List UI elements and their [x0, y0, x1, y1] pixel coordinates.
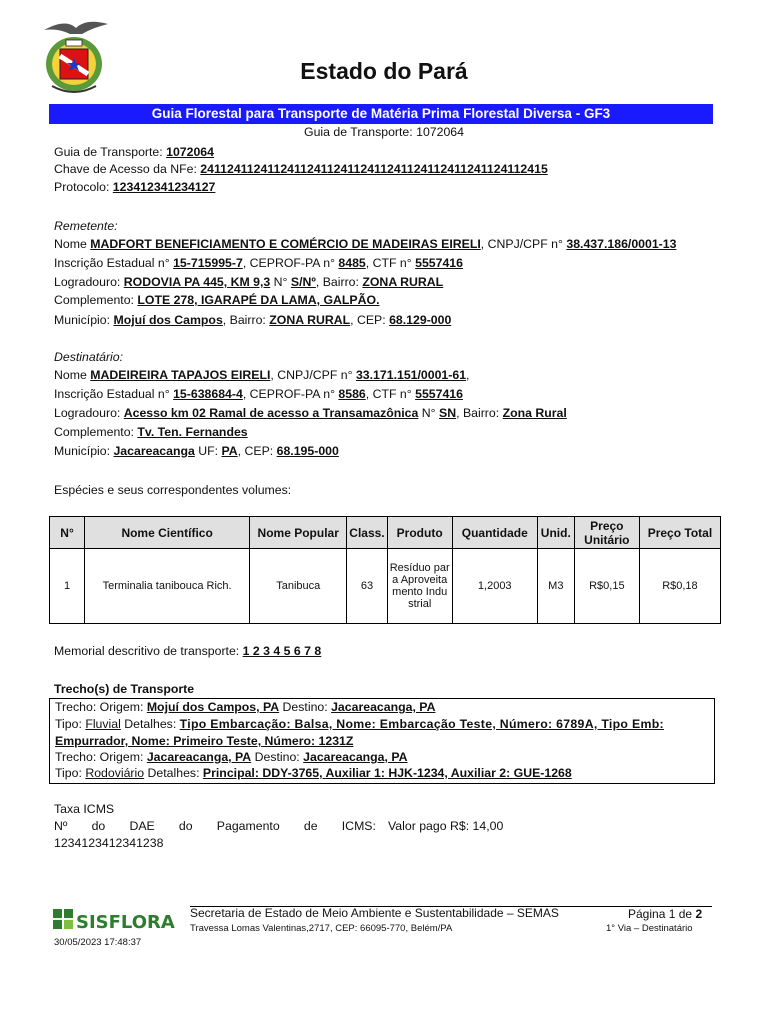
cep-label: , CEP:	[237, 444, 274, 458]
tipo-1-line	[55, 717, 664, 732]
dae-word: DAE	[129, 819, 155, 833]
remetente-municipio-line	[54, 313, 451, 328]
remetente-logradouro-line	[54, 275, 443, 290]
ceprof-label: , CEPROF-PA n°	[242, 256, 335, 270]
pagina-total: 2	[695, 907, 703, 921]
table-cell: R$0,15	[574, 549, 639, 624]
logradouro-label: Logradouro:	[54, 406, 121, 420]
municipio-label: Município:	[54, 444, 111, 458]
dae-word: de	[303, 819, 318, 833]
comma: ,	[466, 368, 470, 382]
remetente-ceprof: 8485	[338, 256, 366, 270]
protocolo-label: Protocolo:	[54, 180, 110, 194]
detalhes-continuation: Empurrador, Nome: Primeiro Teste, Número: 1231Z	[55, 734, 354, 748]
guia-line	[54, 145, 214, 160]
cnpj-label: , CNPJ/CPF n°	[270, 368, 353, 382]
trecho-destino: Jacareacanga, PA	[331, 700, 436, 714]
footer-endereco: Travessa Lomas Valentinas,2717, CEP: 66095-770, Belém/PA	[190, 923, 453, 934]
destinatario-ie-line	[54, 387, 463, 402]
ie-label: Inscrição Estadual n°	[54, 256, 170, 270]
logradouro-label: Logradouro:	[54, 275, 121, 289]
tipo-label: Tipo:	[55, 717, 82, 731]
trecho-origem: Mojuí dos Campos, PA	[146, 700, 280, 714]
numero-label: N°	[273, 275, 288, 289]
remetente-municipio: Mojuí dos Campos	[113, 313, 223, 327]
destinatario-ie: 15-638684-4	[173, 387, 243, 401]
table-header-row	[50, 517, 721, 549]
destinatario-numero: SN	[439, 406, 457, 420]
icms-heading: Taxa ICMS	[54, 802, 115, 816]
remetente-bairro: ZONA RURAL	[362, 275, 444, 289]
col-header: Class.	[347, 517, 387, 549]
ie-label: Inscrição Estadual n°	[54, 387, 170, 401]
table-row	[50, 549, 721, 624]
trecho-2-line	[55, 750, 408, 765]
chave-value: 2411241124112411241124112411241124112411241124112415	[200, 162, 548, 176]
destinatario-ctf: 5557416	[415, 387, 463, 401]
remetente-ie-line	[54, 256, 463, 271]
trecho-origem: Jacareacanga, PA	[146, 750, 252, 764]
trechos-heading: Trecho(s) de Transporte	[54, 682, 195, 696]
trecho-destino: Jacareacanga, PA	[303, 750, 408, 764]
detalhes-label: Detalhes:	[124, 717, 177, 731]
destinatario-municipio-line	[54, 444, 339, 459]
destinatario-ceprof: 8586	[338, 387, 366, 401]
remetente-bairro-2: ZONA RURAL	[269, 313, 351, 327]
memorial-label: Memorial descritivo de transporte:	[54, 644, 240, 658]
ctf-label: , CTF n°	[365, 256, 412, 270]
via-label: 1° Via – Destinatário	[606, 923, 693, 934]
col-header: Nome Científico	[85, 517, 250, 549]
nome-label: Nome	[54, 368, 87, 382]
remetente-cep: 68.129-000	[389, 313, 452, 327]
complemento-label: Complemento:	[54, 425, 134, 439]
destinatario-logradouro-line	[54, 406, 567, 421]
col-header: Preço Total	[639, 517, 720, 549]
trecho-destino-label: Destino:	[282, 700, 328, 714]
destinatario-municipio: Jacareacanga	[113, 444, 195, 458]
pagina-de: de	[678, 907, 693, 921]
table-cell: Tanibuca	[250, 549, 347, 624]
remetente-logradouro: RODOVIA PA 445, KM 9,3	[123, 275, 271, 289]
col-header: Preço Unitário	[574, 517, 639, 549]
cep-label: , CEP:	[350, 313, 386, 327]
footer-secretaria: Secretaria de Estado de Meio Ambiente e Sustentabilidade – SEMAS	[190, 906, 559, 920]
protocolo-value: 123412341234127	[112, 180, 216, 194]
destinatario-bairro: Zona Rural	[502, 406, 567, 420]
table-cell: M3	[537, 549, 574, 624]
footer-timestamp: 30/05/2023 17:48:37	[54, 937, 142, 948]
chave-line	[54, 162, 548, 177]
col-header: N°	[50, 517, 85, 549]
remetente-ie: 15-715995-7	[173, 256, 243, 270]
bairro-label: , Bairro:	[456, 406, 500, 420]
guia-subheading: Guia de Transporte: 1072064	[304, 125, 464, 139]
pagina-current: 1	[668, 907, 676, 921]
remetente-numero: S/Nº	[290, 275, 316, 289]
uf-label: UF:	[198, 444, 219, 458]
trecho-origem-label: Trecho: Origem:	[55, 750, 144, 764]
table-cell: Resíduo para Aproveitamento Industrial	[387, 549, 452, 624]
table-cell: 1	[50, 549, 85, 624]
destinatario-complemento-line	[54, 425, 248, 440]
destinatario-complemento: Tv. Ten. Fernandes	[137, 425, 248, 439]
detalhes-value: Tipo Embarcação: Balsa, Nome: Embarcação Teste, Número: 6789A, Tipo Emb:	[179, 717, 664, 731]
remetente-cnpj: 38.437.186/0001-13	[566, 237, 677, 251]
remetente-nome-line	[54, 237, 676, 252]
remetente-complemento: LOTE 278, IGARAPÉ DA LAMA, GALPÃO.	[137, 293, 380, 307]
bairro-label: , Bairro:	[315, 275, 359, 289]
table-cell: Terminalia tanibouca Rich.	[85, 549, 250, 624]
cnpj-label: , CNPJ/CPF n°	[480, 237, 563, 251]
trecho-1-line	[55, 700, 435, 715]
guia-label: Guia de Transporte:	[54, 145, 163, 159]
col-header: Unid.	[537, 517, 574, 549]
municipio-label: Município:	[54, 313, 111, 327]
memorial-line	[54, 644, 321, 659]
bairro-label: , Bairro:	[222, 313, 266, 327]
complemento-label: Complemento:	[54, 293, 134, 307]
destinatario-nome-line	[54, 368, 469, 383]
dae-label-line	[54, 819, 376, 834]
remetente-ctf: 5557416	[415, 256, 463, 270]
destinatario-logradouro: Acesso km 02 Ramal de acesso a Transamazônica	[123, 406, 419, 420]
species-table	[49, 516, 721, 624]
page-number	[628, 907, 702, 921]
document-banner: Guia Florestal para Transporte de Matéria Prima Florestal Diversa - GF3	[49, 104, 713, 124]
numero-label: N°	[421, 406, 436, 420]
detalhes-label: Detalhes:	[147, 766, 200, 780]
remetente-nome: MADFORT BENEFICIAMENTO E COMÉRCIO DE MADEIRAS EIRELI	[90, 237, 481, 251]
trecho-destino-label: Destino:	[254, 750, 300, 764]
icms-valor-pago: Valor pago R$: 14,00	[388, 819, 504, 833]
ctf-label: , CTF n°	[365, 387, 412, 401]
dae-word: Pagamento	[216, 819, 280, 833]
tipo-2-line	[55, 766, 572, 781]
sisflora-logo	[52, 907, 182, 937]
trechos-box	[49, 698, 715, 784]
remetente-heading: Remetente:	[54, 219, 118, 233]
nome-label: Nome	[54, 237, 87, 251]
remetente-complemento-line	[54, 293, 379, 308]
dae-word: do	[91, 819, 106, 833]
table-cell: 1,2003	[452, 549, 537, 624]
ceprof-label: , CEPROF-PA n°	[242, 387, 335, 401]
destinatario-cnpj: 33.171.151/0001-61	[355, 368, 467, 382]
destinatario-uf: PA	[221, 444, 238, 458]
table-cell: 63	[347, 549, 387, 624]
dae-word: Nº	[54, 819, 68, 833]
table-cell: R$0,18	[639, 549, 720, 624]
especies-heading: Espécies e seus correspondentes volumes:	[54, 483, 292, 497]
detalhes-value: Principal: DDY-3765, Auxiliar 1: HJK-1234, Auxiliar 2: GUE-1268	[202, 766, 572, 780]
memorial-value: 1 2 3 4 5 6 7 8	[242, 644, 322, 658]
col-header: Nome Popular	[250, 517, 347, 549]
tipo-value: Fluvial	[85, 717, 121, 731]
destinatario-nome: MADEIREIRA TAPAJOS EIRELI	[90, 368, 271, 382]
sisflora-logo-text: SISFLORA	[76, 912, 175, 933]
protocolo-line	[54, 180, 215, 195]
dae-number: 1234123412341238	[54, 836, 164, 850]
col-header: Quantidade	[452, 517, 537, 549]
guia-value: 1072064	[166, 145, 214, 159]
chave-label: Chave de Acesso da NFe:	[54, 162, 197, 176]
dae-word: ICMS:	[341, 819, 376, 833]
destinatario-heading: Destinatário:	[54, 350, 124, 364]
page-title: Estado do Pará	[300, 58, 468, 84]
col-header: Produto	[387, 517, 452, 549]
tipo-label: Tipo:	[55, 766, 82, 780]
dae-word: do	[178, 819, 193, 833]
trecho-origem-label: Trecho: Origem:	[55, 700, 144, 714]
tipo-value: Rodoviário	[85, 766, 145, 780]
pagina-label: Página	[628, 907, 666, 921]
destinatario-cep: 68.195-000	[276, 444, 339, 458]
